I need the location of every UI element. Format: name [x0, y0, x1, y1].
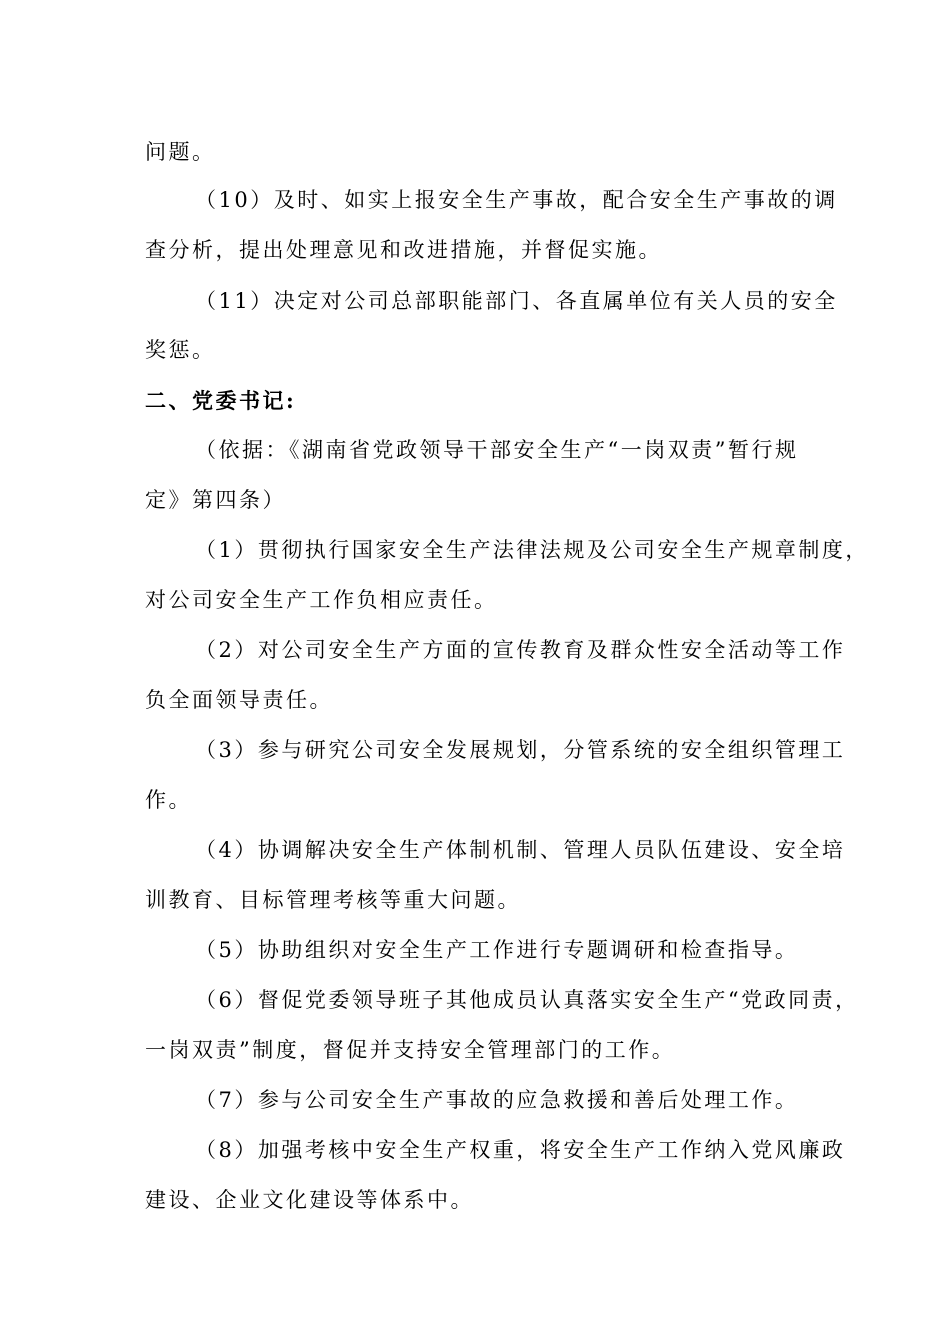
text-line: 训教育、目标管理考核等重大问题。	[145, 888, 521, 912]
text-line: 一岗双责”制度，督促并支持安全管理部门的工作。	[145, 1038, 676, 1062]
text-line: 定》第四条）	[145, 488, 286, 512]
text-line: 负全面领导责任。	[145, 688, 333, 712]
text-line: （6）督促党委领导班子其他成员认真落实安全生产“党政同责，	[195, 988, 859, 1012]
text-line: （5）协助组织对安全生产工作进行专题调研和检查指导。	[195, 938, 799, 962]
text-line: 对公司安全生产工作负相应责任。	[145, 588, 498, 612]
section-heading: 二、党委书记:	[145, 388, 297, 413]
text-line: 建设、企业文化建设等体系中。	[145, 1188, 474, 1212]
text-line: 问题。	[145, 140, 216, 164]
text-line: （2）对公司安全生产方面的宣传教育及群众性安全活动等工作	[195, 638, 846, 662]
text-line: （10）及时、如实上报安全生产事故，配合安全生产事故的调	[195, 188, 838, 212]
text-line: （4）协调解决安全生产体制机制、管理人员队伍建设、安全培	[195, 838, 846, 862]
text-line: （7）参与公司安全生产事故的应急救援和善后处理工作。	[195, 1088, 799, 1112]
text-line: （依据：《湖南省党政领导干部安全生产“一岗双责”暂行规	[195, 438, 799, 462]
text-line: 奖惩。	[145, 338, 216, 362]
text-line: 作。	[145, 788, 192, 812]
text-line: （8）加强考核中安全生产权重，将安全生产工作纳入党风廉政	[195, 1138, 846, 1162]
text-line: （11）决定对公司总部职能部门、各直属单位有关人员的安全	[195, 289, 838, 313]
text-line: （3）参与研究公司安全发展规划，分管系统的安全组织管理工	[195, 738, 846, 762]
text-line: 查分析，提出处理意见和改进措施，并督促实施。	[145, 238, 662, 262]
text-line: （1）贯彻执行国家安全生产法律法规及公司安全生产规章制度，	[195, 538, 869, 562]
